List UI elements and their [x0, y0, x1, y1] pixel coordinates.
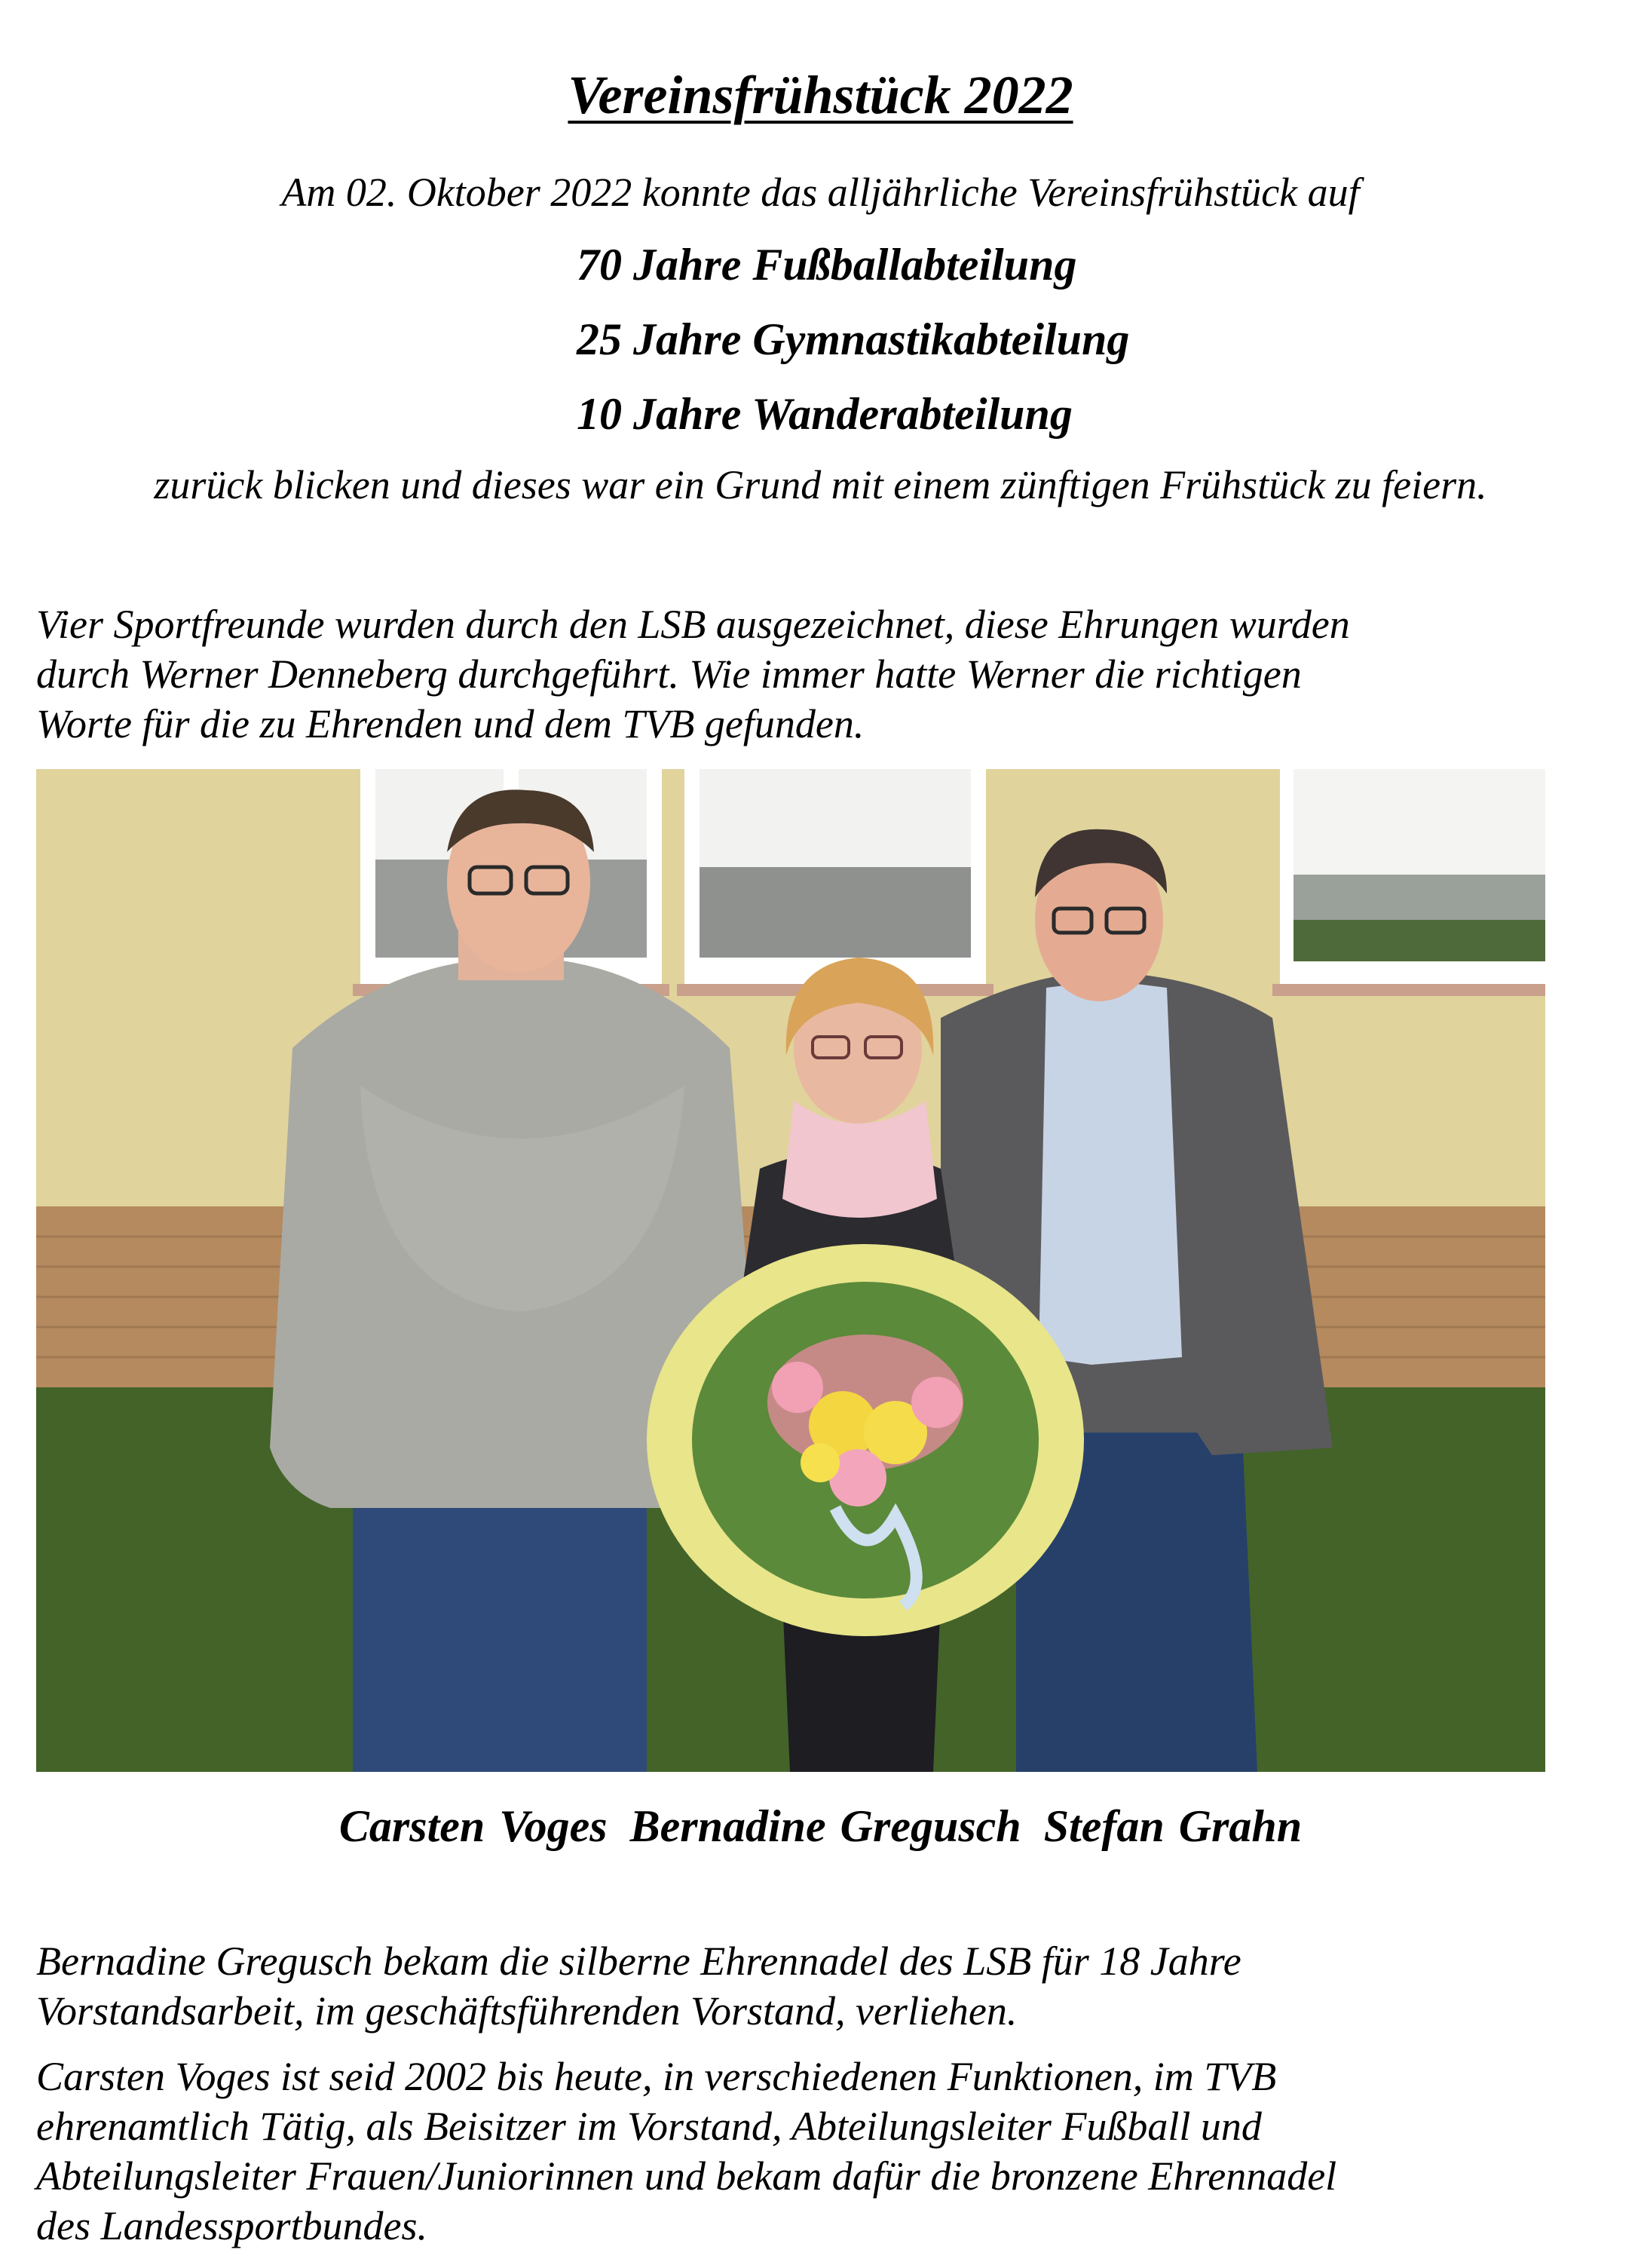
bernadine-line: Bernadine Gregusch bekam die silberne Ehrennadel des LSB für 18 Jahre — [36, 1939, 1241, 1984]
document-title — [0, 65, 1641, 125]
honours-line: Worte für die zu Ehrenden und dem TVB gefunden. — [36, 701, 865, 746]
bernadine-line: Vorstandsarbeit, im geschäftsführenden Vorstand, verliehen. — [36, 1988, 1018, 2034]
group-photo — [36, 769, 1545, 1772]
anniversary-football: 70 Jahre Fußballabteilung — [577, 240, 1077, 290]
caption-name-stefan: Stefan Grahn — [1043, 1801, 1303, 1851]
honours-line: durch Werner Denneberg durchgeführt. Wie immer hatte Werner die richtigen — [36, 651, 1302, 697]
closing-line: zurück blicken und dieses war ein Grund mit einem zünftigen Frühstück zu feiern. — [154, 462, 1487, 507]
carsten-line: Abteilungsleiter Frauen/Juniorinnen und bekam dafür die bronzene Ehrennadel — [36, 2153, 1337, 2199]
caption-name-bernadine: Bernadine Gregusch — [629, 1801, 1021, 1851]
anniversary-hiking: 10 Jahre Wanderabteilung — [577, 389, 1073, 439]
anniversary-gymnastics: 25 Jahre Gymnastikabteilung — [577, 314, 1130, 364]
carsten-line: des Landessportbundes. — [36, 2203, 428, 2248]
carsten-line: Carsten Voges ist seid 2002 bis heute, in verschiedenen Funktionen, im TVB — [36, 2054, 1277, 2099]
carsten-line: ehrenamtlich Tätig, als Beisitzer im Vorstand, Abteilungsleiter Fußball und — [36, 2104, 1262, 2149]
carsten-paragraph — [36, 2052, 1604, 2251]
photo-caption — [0, 1800, 1641, 1853]
window-middle — [677, 769, 993, 996]
honours-paragraph — [36, 599, 1604, 749]
caption-name-carsten: Carsten Voges — [338, 1801, 608, 1851]
document-title-text: Vereinsfrühstück 2022 — [568, 65, 1073, 126]
bernadine-paragraph — [36, 1936, 1604, 2036]
intro-line: Am 02. Oktober 2022 konnte das alljährliche Vereinsfrühstück auf — [281, 170, 1360, 215]
honours-line: Vier Sportfreunde wurden durch den LSB ausgezeichnet, diese Ehrungen wurden — [36, 602, 1350, 647]
window-right — [1272, 769, 1545, 996]
flower-bouquet — [647, 1244, 1084, 1636]
